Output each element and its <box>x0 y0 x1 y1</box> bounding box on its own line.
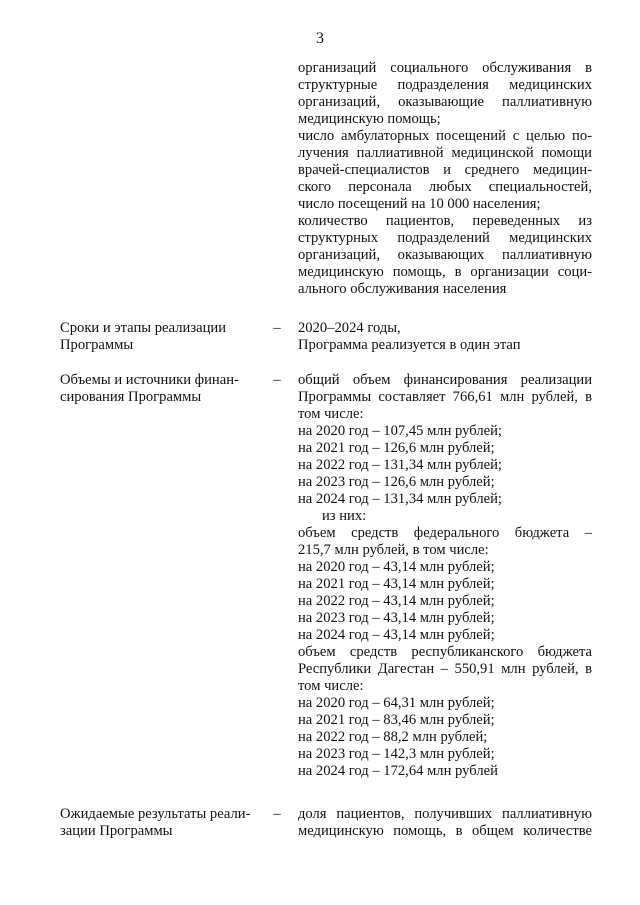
year-line: на 2021 год – 83,46 млн рублей; <box>298 712 495 728</box>
page-number: 3 <box>316 30 324 47</box>
dash: – <box>273 320 281 336</box>
text-line: лучения паллиативной медицинской помощи <box>298 145 592 161</box>
year-line: на 2022 год – 43,14 млн рублей; <box>298 593 495 609</box>
year-line: на 2024 год – 131,34 млн рублей; <box>298 491 502 507</box>
periods-label <box>60 320 265 354</box>
value-line: Республики Дагестан – 550,91 млн рублей, в <box>298 661 592 677</box>
text-line: ального обслуживания населения <box>298 281 507 297</box>
text-line: число амбулаторных посещений с целью по- <box>298 128 592 144</box>
value-line: из них: <box>322 508 367 524</box>
value-line: 215,7 млн рублей, в том числе: <box>298 542 489 558</box>
indicators-continuation <box>298 60 592 298</box>
label-line: зации Программы <box>60 823 173 839</box>
value-line: Программы составляет 766,61 млн рублей, в <box>298 389 592 405</box>
year-line: на 2022 год – 88,2 млн рублей; <box>298 729 488 745</box>
label-line: сирования Программы <box>60 389 202 405</box>
year-line: на 2024 год – 172,64 млн рублей <box>298 763 498 779</box>
text-line: структурные подразделения медицинских <box>298 77 592 93</box>
year-line: на 2023 год – 126,6 млн рублей; <box>298 474 495 490</box>
year-line: на 2021 год – 43,14 млн рублей; <box>298 576 495 592</box>
results-value <box>298 806 592 840</box>
value-line: 2020–2024 годы, <box>298 320 401 336</box>
value-line: том числе: <box>298 678 364 694</box>
dash: – <box>273 806 281 822</box>
year-line: на 2020 год – 64,31 млн рублей; <box>298 695 495 711</box>
label-line: Ожидаемые результаты реали- <box>60 806 251 822</box>
year-line: на 2022 год – 131,34 млн рублей; <box>298 457 502 473</box>
value-line: объем средств республиканского бюджета <box>298 644 592 660</box>
label-line: Сроки и этапы реализации <box>60 320 227 336</box>
text-line: ского персонала любых специальностей, <box>298 179 592 195</box>
results-label <box>60 806 265 840</box>
year-line: на 2023 год – 43,14 млн рублей; <box>298 610 495 626</box>
text-line: структурных подразделений медицинских <box>298 230 592 246</box>
label-line: Программы <box>60 337 134 353</box>
funding-value <box>298 372 592 780</box>
text-line: организаций, оказывающих паллиативную <box>298 247 592 263</box>
dash: – <box>273 372 281 388</box>
value-line: общий объем финансирования реализации <box>298 372 592 388</box>
text-line: организаций социального обслуживания в <box>298 60 592 76</box>
text-line: число посещений на 10 000 населения; <box>298 196 541 212</box>
text-line: врачей-специалистов и среднего медицин- <box>298 162 592 178</box>
text-line: количество пациентов, переведенных из <box>298 213 592 229</box>
value-line: объем средств федерального бюджета – <box>298 525 592 541</box>
value-line: доля пациентов, получивших паллиативную <box>298 806 592 822</box>
periods-value <box>298 320 592 354</box>
label-line: Объемы и источники финан- <box>60 372 239 388</box>
value-line: том числе: <box>298 406 364 422</box>
year-line: на 2020 год – 43,14 млн рублей; <box>298 559 495 575</box>
year-line: на 2023 год – 142,3 млн рублей; <box>298 746 495 762</box>
year-line: на 2021 год – 126,6 млн рублей; <box>298 440 495 456</box>
year-line: на 2020 год – 107,45 млн рублей; <box>298 423 502 439</box>
funding-label <box>60 372 265 406</box>
year-line: на 2024 год – 43,14 млн рублей; <box>298 627 495 643</box>
value-line: Программа реализуется в один этап <box>298 337 521 353</box>
text-line: организаций, оказывающие паллиативную <box>298 94 592 110</box>
text-line: медицинскую помощь; <box>298 111 441 127</box>
text-line: медицинскую помощь, в организации соци- <box>298 264 592 280</box>
value-line: медицинскую помощь, в общем количестве <box>298 823 592 839</box>
